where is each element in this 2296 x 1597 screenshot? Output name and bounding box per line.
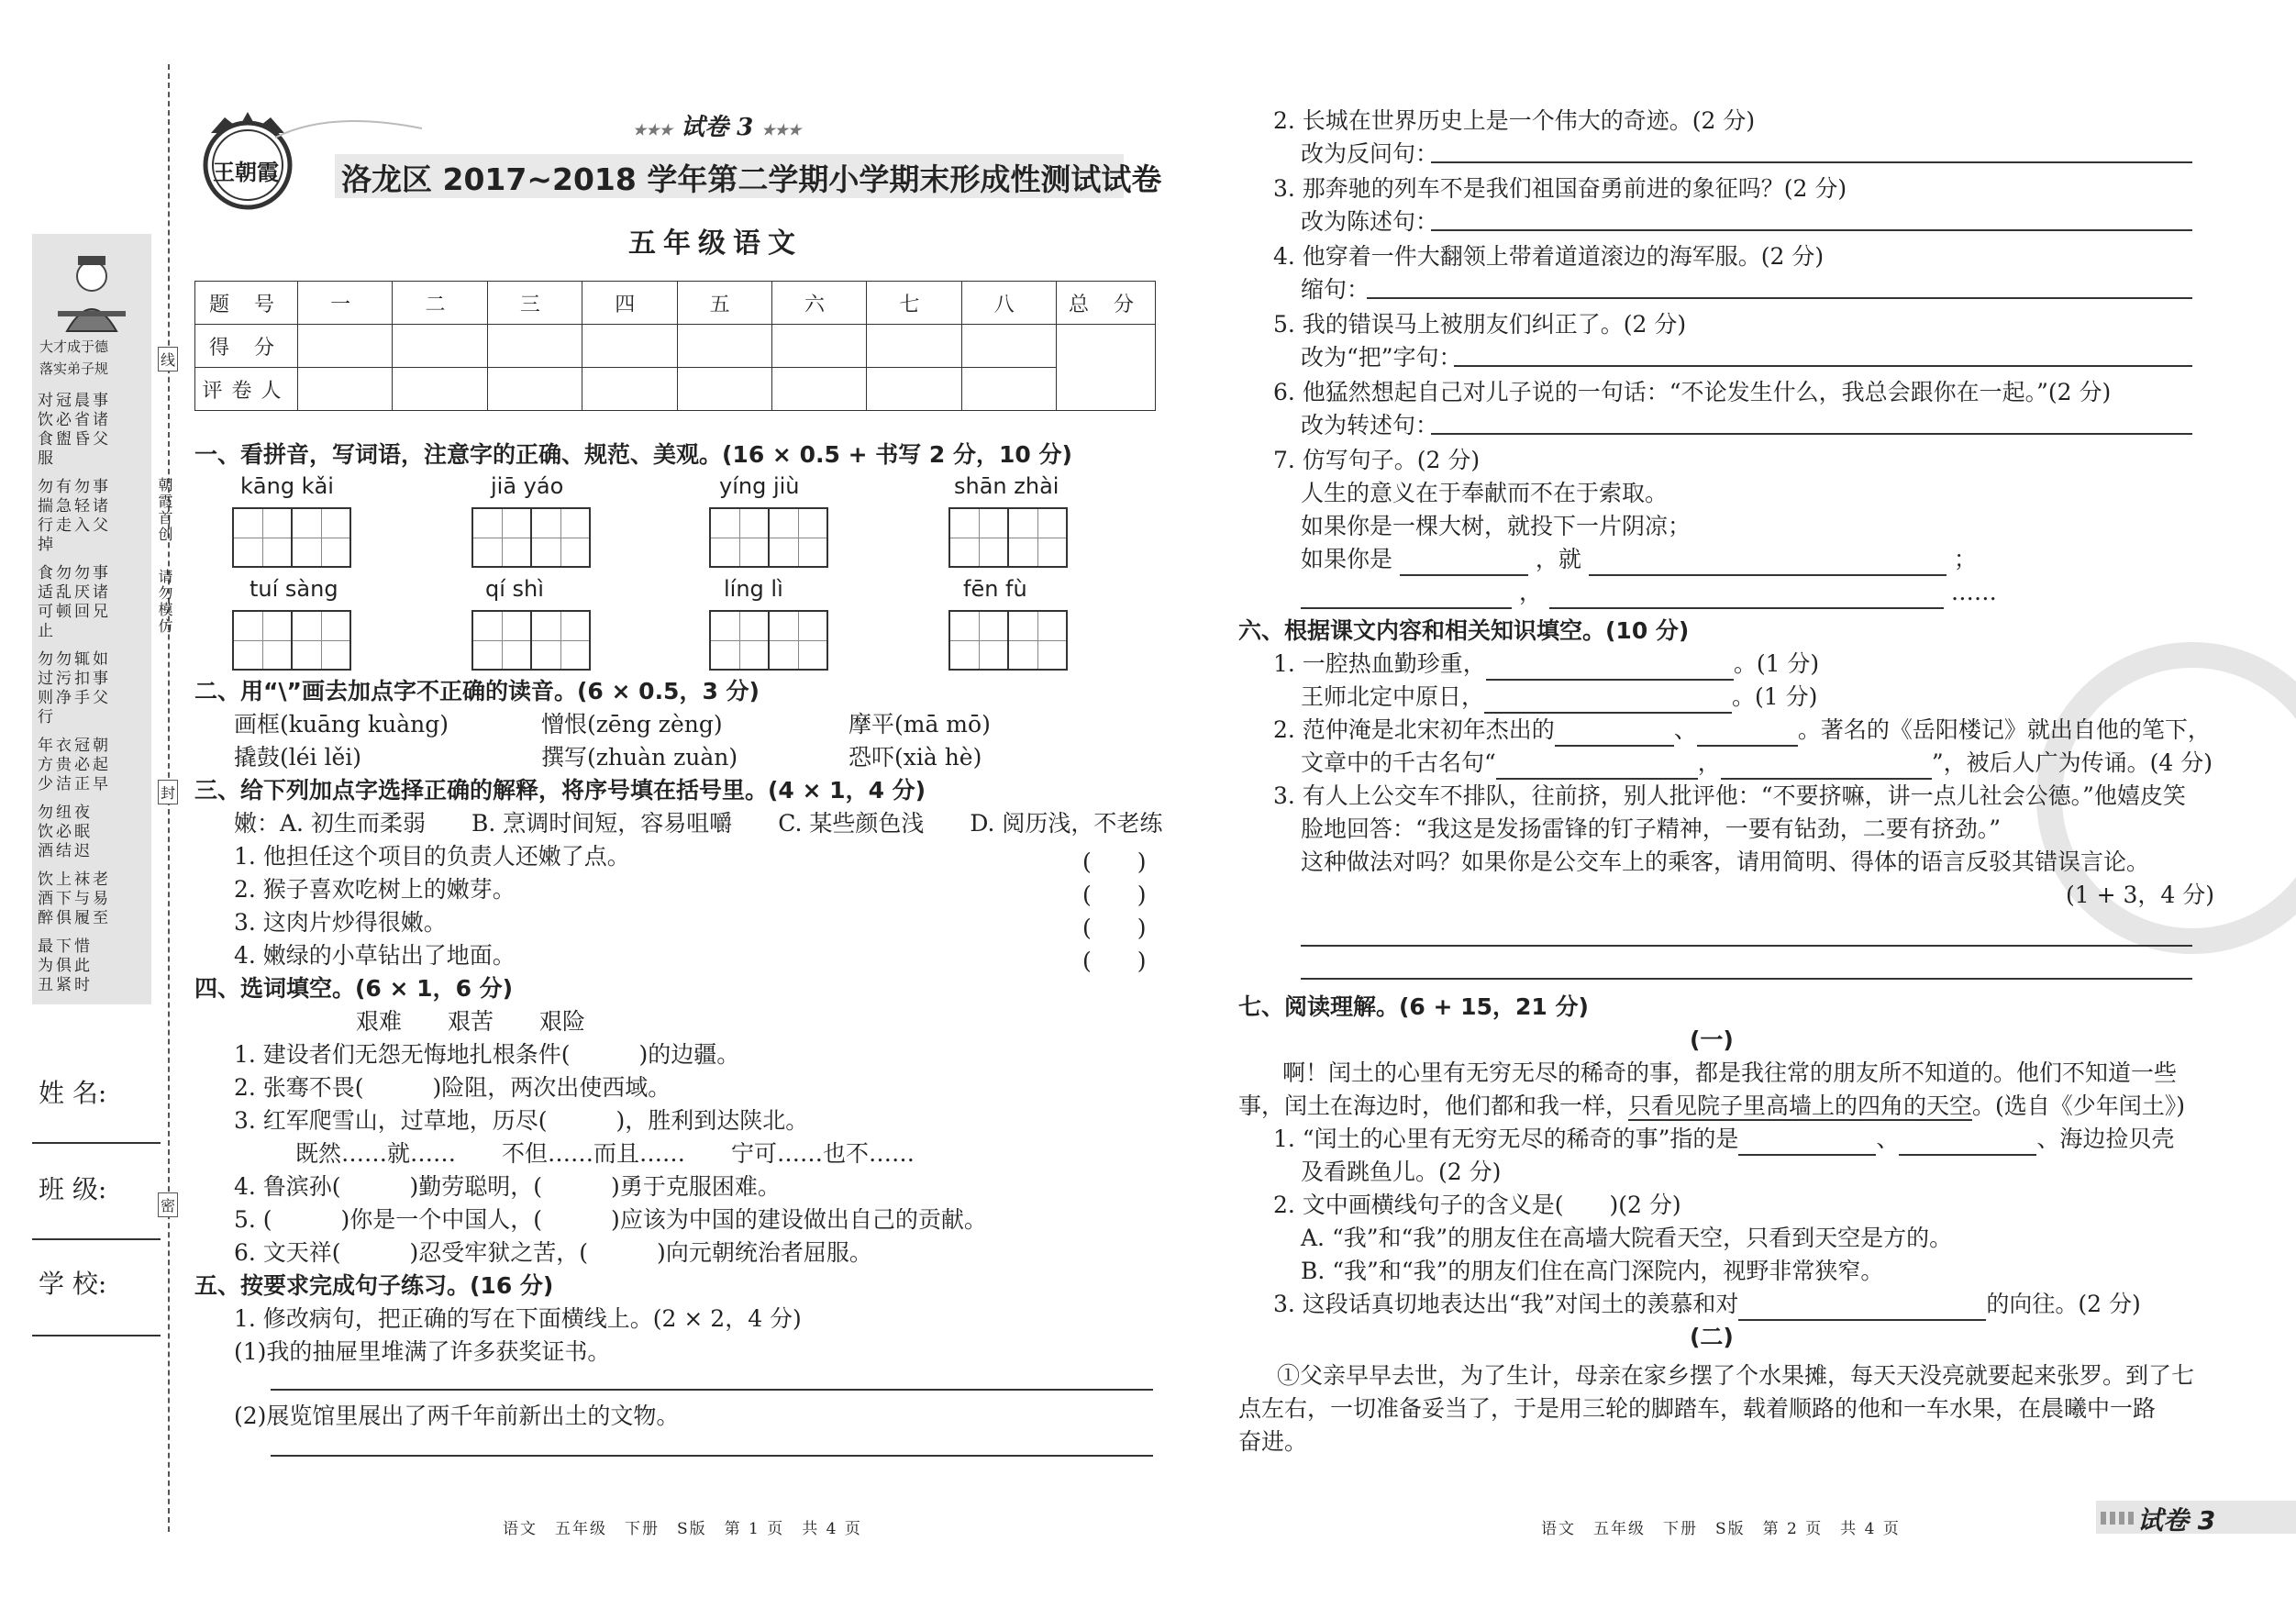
- pinyin-1: kāng kǎi: [240, 473, 334, 499]
- th-total: 总 分: [1057, 282, 1156, 325]
- q7-passage-2a: ①父亲早早去世，为了生计，母亲在家乡摆了个水果摊，每天天没亮就要起来张罗。到了七: [1277, 1362, 2195, 1389]
- q6-l1-text: 1. 一腔热血勤珍重，: [1273, 650, 1486, 677]
- q1-title: 一、看拼音，写词语，注意字的正确、规范、美观。(16 × 0.5 + 书写 2 分，10 分): [194, 441, 1072, 468]
- q6-line-2: [1301, 681, 1817, 714]
- q6-answer-line-1[interactable]: [1301, 945, 2192, 947]
- score-row: [195, 325, 1156, 368]
- q3-answer-3[interactable]: ( ): [1082, 915, 1147, 941]
- q4-item-3[interactable]: 3. 红军爬雪山，过草地，历尽( )，胜利到达陕北。: [234, 1107, 809, 1134]
- q2-item-5[interactable]: 撰写(zhuàn zuàn): [541, 744, 738, 771]
- q4-item-2[interactable]: 2. 张骞不畏( )险阻，两次出使西域。: [234, 1074, 671, 1101]
- grader-cell[interactable]: [771, 368, 866, 411]
- q6-blank-6[interactable]: [1721, 756, 1932, 780]
- q2-item-4[interactable]: 撬鼓(léi lěi): [234, 744, 362, 771]
- q6-line-6: 脸地回答：“我这是发扬雷锋的钉子精神，一要有钻劲，二要有挤劲。”: [1301, 815, 2002, 842]
- q3-answer-4[interactable]: ( ): [1082, 948, 1147, 974]
- subject-title: 五年级语文: [628, 227, 803, 260]
- q5-item-6-answer[interactable]: [1431, 433, 2192, 435]
- paper-number-row: [633, 108, 801, 142]
- q6-blank-4[interactable]: [1697, 723, 1798, 747]
- q6-line-4: [1301, 747, 2213, 780]
- q2-item-1[interactable]: 画框(kuāng kuàng): [234, 711, 449, 738]
- score-table: [194, 281, 1156, 411]
- paper-number: 试卷 3: [681, 114, 754, 141]
- q5-answer-line-2[interactable]: [271, 1455, 1153, 1457]
- q6-l4-rest: ”，被后人广为传诵。(4 分): [1931, 749, 2213, 776]
- q7-ellipsis: ……: [1950, 579, 1997, 605]
- q4-item-1[interactable]: 1. 建设者们无怨无悔地扎根条件( )的边疆。: [234, 1041, 740, 1068]
- q5-item-3-label: 改为陈述句：: [1301, 208, 1439, 235]
- footer-badge-dots: [2101, 1512, 2137, 1525]
- q5-item-2-label: 改为反问句：: [1301, 140, 1439, 167]
- q5-item-2: 2. 长城在世界历史上是一个伟大的奇迹。(2 分): [1273, 107, 1756, 134]
- q5-item-4-answer[interactable]: [1367, 297, 2192, 299]
- th-6: 六: [771, 282, 866, 325]
- q5-item-6-label: 改为转述句：: [1301, 412, 1439, 438]
- q5-item-7-l3: [1301, 543, 1977, 576]
- score-cell[interactable]: [867, 325, 961, 368]
- q5-item-5-answer[interactable]: [1454, 365, 2192, 367]
- q3-answer-1[interactable]: ( ): [1082, 848, 1147, 875]
- score-cell[interactable]: [393, 325, 487, 368]
- q4-item-6[interactable]: 6. 文天祥( )忍受牢狱之苦，( )向元朝统治者屈服。: [234, 1239, 872, 1266]
- q5-item-7: 7. 仿写句子。(2 分): [1273, 447, 1481, 473]
- q7-passage-2b: 点左右，一切准备妥当了，于是用三轮的脚踏车，载着顺路的他和一车水果，在晨曦中一路: [1238, 1395, 2157, 1422]
- grader-cell[interactable]: [582, 368, 677, 411]
- q7-i1-sep: 、: [1876, 1126, 1900, 1152]
- stars-right: ★★★: [761, 121, 802, 139]
- q7-i1-text: 1. “闰土的心里有无穷无尽的稀奇的事”指的是: [1273, 1126, 1739, 1152]
- q5-item-2-answer[interactable]: [1431, 161, 2192, 163]
- q5-item-5-label: 改为“把”字句：: [1301, 344, 1462, 371]
- th-4: 四: [582, 282, 677, 325]
- q6-answer-line-2[interactable]: [1301, 978, 2192, 980]
- q4-item-4[interactable]: 4. 鲁滨孙( )勤劳聪明，( )勇于克服困难。: [234, 1173, 781, 1200]
- q7-item-2: 2. 文中画横线句子的含义是( )(2 分): [1273, 1192, 1681, 1218]
- q3-item-3: 3. 这肉片炒得很嫩。: [234, 909, 447, 936]
- q5-item-6: 6. 他猛然想起自己对儿子说的一句话：“不论发生什么，我总会跟你在一起。”(2 分): [1273, 379, 2112, 405]
- writing-box-7[interactable]: [709, 610, 826, 671]
- q7-source: 。(选自《少年闰土》): [1972, 1092, 2186, 1119]
- th-1: 一: [298, 282, 393, 325]
- q7-semicolon: ；: [1953, 546, 1977, 572]
- q3-item-1: 1. 他担任这个项目的负责人还嫩了点。: [234, 843, 630, 870]
- score-cell[interactable]: [298, 325, 393, 368]
- q6-blank-1[interactable]: [1486, 657, 1734, 681]
- q7-i3-rest: 的向往。(2 分): [1986, 1291, 2141, 1317]
- q7-passage-1b: [1238, 1090, 2185, 1123]
- grader-cell[interactable]: [487, 368, 582, 411]
- writing-box-8[interactable]: [948, 610, 1066, 671]
- q5-item-7-l4: [1301, 576, 1997, 609]
- th-3: 三: [487, 282, 582, 325]
- th-5: 五: [677, 282, 771, 325]
- th-7: 七: [867, 282, 961, 325]
- q5-item-7-l2: 如果你是一棵大树，就投下一片阴凉；: [1301, 513, 1691, 539]
- q6-l3-sep: 、: [1673, 716, 1697, 743]
- q6-l4-sep: ，: [1697, 749, 1721, 776]
- q7-part2: (二): [1690, 1324, 1734, 1350]
- q4-words-b: 既然……就…… 不但……而且…… 宁可……也不……: [295, 1140, 915, 1167]
- q7-blank-4[interactable]: [1549, 585, 1944, 609]
- q2-item-2[interactable]: 憎恨(zēng zèng): [541, 711, 723, 738]
- score-cell[interactable]: [487, 325, 582, 368]
- grader-cell[interactable]: [867, 368, 961, 411]
- pinyin-2: jiā yáo: [491, 473, 564, 499]
- pinyin-5: tuí sàng: [250, 576, 338, 602]
- score-table-header-row: [195, 282, 1156, 325]
- q5-title: 五、按要求完成句子练习。(16 分): [194, 1272, 554, 1299]
- grader-cell[interactable]: [677, 368, 771, 411]
- q2-title: 二、用“\”画去加点字不正确的读音。(6 × 0.5，3 分): [194, 678, 760, 704]
- score-cell[interactable]: [771, 325, 866, 368]
- score-cell[interactable]: [582, 325, 677, 368]
- q5-item-4-label: 缩句：: [1301, 276, 1370, 303]
- q3-options: 嫩：A. 初生而柔弱 B. 烹调时间短，容易咀嚼 C. 某些颜色浅 D. 阅历浅，不老练: [234, 810, 1163, 837]
- q6-line-1: [1273, 648, 1819, 681]
- q7-blank-2[interactable]: [1589, 552, 1947, 576]
- q5-item-7-l1: 人生的意义在于奉献而不在于索取。: [1301, 480, 1669, 506]
- q7-blank-3[interactable]: [1301, 585, 1512, 609]
- q6-blank-3[interactable]: [1555, 723, 1674, 747]
- q4-words-a: 艰难 艰苦 艰险: [356, 1008, 586, 1035]
- q7-i3-text: 3. 这段话真切地表达出“我”对闰土的羡慕和对: [1273, 1291, 1739, 1317]
- q5-sub1: 1. 修改病句，把正确的写在下面横线上。(2 × 2，4 分): [234, 1305, 802, 1332]
- q5-answer-line-1[interactable]: [271, 1389, 1153, 1391]
- q6-l2-score: 。(1 分): [1732, 683, 1818, 710]
- q7-item-1: [1273, 1123, 2174, 1156]
- grader-row-label: 评卷人: [195, 368, 298, 411]
- cut-mark-3: 密: [158, 1192, 178, 1217]
- writing-box-6[interactable]: [471, 610, 589, 671]
- q6-blank-2[interactable]: [1484, 690, 1732, 714]
- q2-item-6[interactable]: 恐吓(xià hè): [849, 744, 982, 771]
- q6-l3-text: 2. 范仲淹是北宋初年杰出的: [1273, 716, 1555, 743]
- sidebar-slogan-2: 落实弟子规: [39, 360, 109, 377]
- q6-line-3: [1273, 714, 2211, 747]
- q6-line-8: (1 + 3，4 分): [2066, 882, 2215, 908]
- scholar-figure-icon: [58, 250, 126, 333]
- q3-item-2: 2. 猴子喜欢吃树上的嫩芽。: [234, 876, 516, 903]
- q2-item-3[interactable]: 摩平(mā mō): [849, 711, 991, 738]
- footer-right: 语文 五年级 下册 S版 第 2 页 共 4 页: [1541, 1520, 1901, 1538]
- q7-underlined-sentence: 只看见院子里高墙上的四角的天空: [1628, 1092, 1973, 1119]
- th-label: 题 号: [195, 282, 298, 325]
- q7-blank-3[interactable]: [1738, 1297, 1986, 1321]
- q6-l1-score: 。(1 分): [1733, 650, 1820, 677]
- grader-cell[interactable]: [298, 368, 393, 411]
- q7-p1b-text: 事，闰土在海边时，他们都和我一样，: [1238, 1092, 1629, 1119]
- q4-title: 四、选词填空。(6 × 1，6 分): [194, 975, 514, 1002]
- cut-mark-1: 线: [158, 347, 178, 372]
- q7-i1-rest: 、海边捡贝壳: [2036, 1126, 2175, 1152]
- pinyin-3: yíng jiù: [719, 473, 800, 499]
- th-8: 八: [961, 282, 1056, 325]
- writing-box-1[interactable]: [232, 507, 349, 568]
- q7-part1: (一): [1690, 1026, 1734, 1053]
- q6-title: 六、根据课文内容和相关知识填空。(10 分): [1238, 617, 1690, 644]
- q7-item-3: [1273, 1288, 2141, 1321]
- q5-item-3: 3. 那奔驰的列车不是我们祖国奋勇前进的象征吗？(2 分): [1273, 175, 1847, 202]
- footer-badge: 试卷 3: [2137, 1505, 2216, 1536]
- q5-sentence-1: (1)我的抽屉里堆满了许多获奖证书。: [234, 1338, 611, 1365]
- q7-passage-2c: 奋进。: [1238, 1428, 1308, 1455]
- q7-blank-2[interactable]: [1899, 1132, 2036, 1156]
- name-field[interactable]: [32, 1142, 161, 1144]
- writing-box-5[interactable]: [232, 610, 349, 671]
- q5-item-4: 4. 他穿着一件大翻领上带着道道滚边的海军服。(2 分): [1273, 243, 1825, 270]
- pinyin-6: qí shì: [485, 576, 544, 602]
- writing-box-3[interactable]: [709, 507, 826, 568]
- writing-box-2[interactable]: [471, 507, 589, 568]
- score-row-label: 得 分: [195, 325, 298, 368]
- stars-left: ★★★: [633, 121, 673, 139]
- vertical-note-1: 朝霞首创: [156, 477, 173, 543]
- q7-blank-1[interactable]: [1400, 552, 1528, 576]
- school-field[interactable]: [32, 1335, 161, 1336]
- name-label: 姓 名:: [39, 1078, 107, 1108]
- footer-left: 语文 五年级 下册 S版 第 1 页 共 4 页: [503, 1520, 862, 1538]
- total-score-cell[interactable]: [1057, 325, 1156, 411]
- grader-cell[interactable]: [393, 368, 487, 411]
- th-2: 二: [393, 282, 487, 325]
- motto-text-block: 对冠晨事 饮必省诸 食盥昏父 服 勿有勿事 揣急轻诸 行走入父 掉 食勿勿事 适乱厌诸 可顿回兄 止 勿勿辄如 过污扣事 则净手父 行 年衣冠朝 方贵必起 少洁正早 勿纽夜 饮必眠 酒结迟 饮上袜老 酒下与易 醉俱履至 最下惜 为俱此 丑紧时: [38, 392, 111, 994]
- q5-sentence-2: (2)展览馆里展出了两千年前新出土的文物。: [234, 1403, 680, 1429]
- logo-text: 王朝霞: [213, 159, 279, 185]
- sidebar-motto-panel: [32, 234, 151, 1004]
- q7-passage-1a: 啊！闰土的心里有无穷无尽的稀奇的事，都是我往常的朋友所不知道的。他们不知道一些: [1282, 1059, 2178, 1086]
- q7-title: 七、阅读理解。(6 + 15，21 分): [1238, 993, 1589, 1020]
- class-field[interactable]: [32, 1238, 161, 1240]
- exam-title: 洛龙区 2017~2018 学年第二学期小学期末形成性测试试卷: [341, 161, 1162, 197]
- class-label: 班 级:: [39, 1174, 107, 1204]
- writing-box-4[interactable]: [948, 507, 1066, 568]
- cut-mark-2: 封: [158, 780, 178, 804]
- sidebar-slogan-1: 大才成于德: [39, 338, 109, 355]
- grader-row: [195, 368, 1156, 411]
- decorative-swoosh: [275, 110, 422, 147]
- vertical-note-2: 请勿模仿: [156, 569, 173, 635]
- q7-item-1b: 及看跳鱼儿。(2 分): [1301, 1159, 1502, 1185]
- q7-if-label: 如果你是: [1301, 546, 1393, 572]
- q6-line-5: 3. 有人上公交车不排队，往前挤，别人批评他：“不要挤嘛，讲一点儿社会公德。”他嬉皮笑: [1273, 782, 2186, 809]
- pinyin-7: líng lì: [724, 576, 783, 602]
- q7-option-b[interactable]: B. “我”和“我”的朋友们住在高门深院内，视野非常狭窄。: [1301, 1258, 1884, 1284]
- q6-blank-5[interactable]: [1496, 756, 1698, 780]
- q7-option-a[interactable]: A. “我”和“我”的朋友住在高墙大院看天空，只看到天空是方的。: [1301, 1225, 1953, 1251]
- q7-blank-1[interactable]: [1738, 1132, 1876, 1156]
- q3-title: 三、给下列加点字选择正确的解释，将序号填在括号里。(4 × 1，4 分): [194, 777, 926, 804]
- q7-then-label: ，就: [1535, 546, 1581, 572]
- pinyin-8: fēn fù: [963, 576, 1027, 602]
- q6-l3-rest: 。著名的《岳阳楼记》就出自他的笔下，: [1797, 716, 2211, 743]
- q3-item-4: 4. 嫩绿的小草钻出了地面。: [234, 942, 516, 969]
- q6-l4-text: 文章中的千古名句“: [1301, 749, 1496, 776]
- score-cell[interactable]: [677, 325, 771, 368]
- pinyin-4: shān zhài: [954, 473, 1059, 499]
- q6-line-7: 这种做法对吗？如果你是公交车上的乘客，请用简明、得体的语言反驳其错误言论。: [1301, 848, 2150, 875]
- q5-item-3-answer[interactable]: [1431, 229, 2192, 231]
- score-cell[interactable]: [961, 325, 1056, 368]
- q4-item-5[interactable]: 5. ( )你是一个中国人，( )应该为中国的建设做出自己的贡献。: [234, 1206, 987, 1233]
- grader-cell[interactable]: [961, 368, 1056, 411]
- q7-comma: ，: [1518, 579, 1542, 605]
- q3-answer-2[interactable]: ( ): [1082, 882, 1147, 908]
- q6-l2-text: 王师北定中原日，: [1301, 683, 1485, 710]
- q5-item-5: 5. 我的错误马上被朋友们纠正了。(2 分): [1273, 311, 1687, 338]
- school-label: 学 校:: [39, 1269, 107, 1299]
